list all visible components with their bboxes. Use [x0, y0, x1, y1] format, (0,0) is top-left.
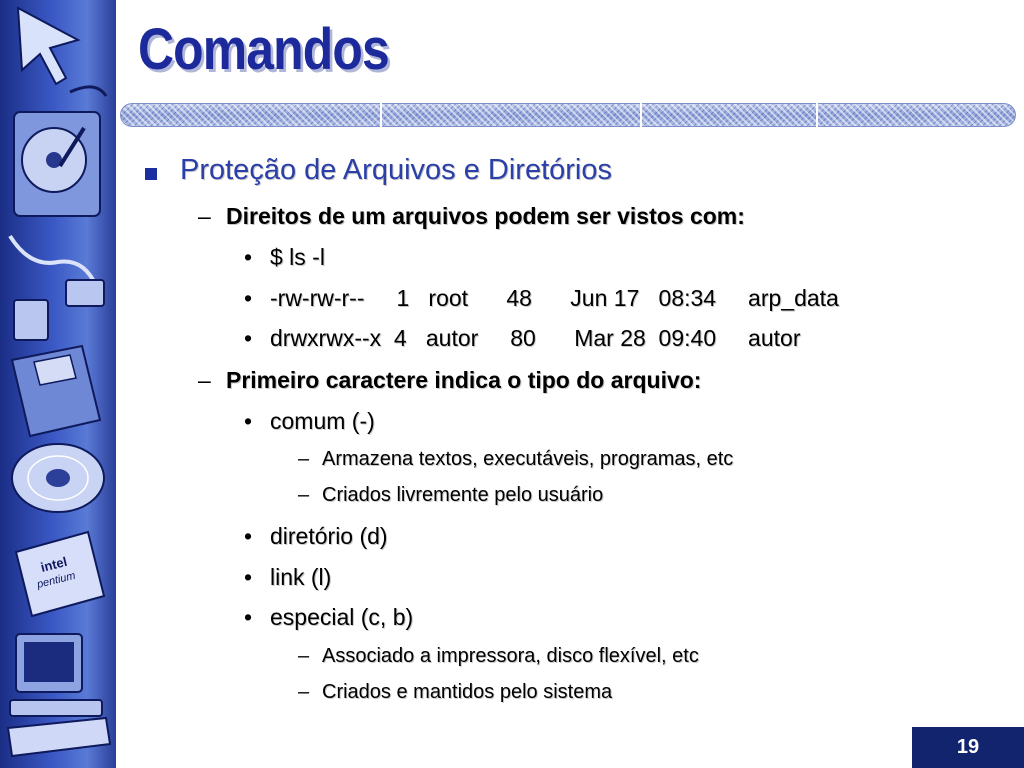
dot-bullet: •: [244, 523, 253, 549]
type-especial-detail-1: Associado a impressora, disco flexível, etc: [322, 645, 699, 667]
cursor-icon: [18, 8, 106, 96]
dot-bullet: •: [244, 604, 253, 630]
dot-bullet: •: [244, 244, 253, 270]
type-link: link (l): [270, 564, 332, 590]
dash-bullet: –: [198, 203, 211, 229]
listing-line-2: drwxrwx--x 4 autor 80 Mar 28 09:40 autor: [270, 325, 801, 351]
hard-disk-icon: [14, 112, 100, 216]
command-ls: $ ls -l: [270, 244, 325, 270]
type-comum-detail-1: Armazena textos, executáveis, programas, etc: [322, 448, 734, 470]
cpu-chip-icon: [16, 532, 104, 616]
divider-segment: [816, 103, 818, 127]
divider-segment: [640, 103, 642, 127]
dash-bullet: –: [198, 367, 211, 393]
dot-bullet: •: [244, 285, 253, 311]
type-especial-detail-2: Criados e mantidos pelo sistema: [322, 681, 613, 703]
slide-title: Comandos: [138, 17, 389, 82]
divider-segment: [380, 103, 382, 127]
dot-bullet: •: [244, 325, 253, 351]
dash-bullet: –: [298, 681, 310, 703]
title-divider: [120, 103, 1016, 127]
dash-bullet: –: [298, 448, 310, 470]
chip-label-intel: intel: [39, 553, 69, 575]
type-comum-detail-2: Criados livremente pelo usuário: [322, 484, 604, 506]
subheading-primeiro-caractere: Primeiro caractere indica o tipo do arquivo:: [226, 367, 702, 393]
square-bullet-icon: [145, 168, 157, 180]
cd-rom-icon: [12, 444, 104, 512]
floppy-disk-icon: [12, 346, 100, 436]
chip-label-pentium: pentium: [35, 569, 77, 591]
type-diretorio: diretório (d): [270, 523, 388, 549]
dash-bullet: –: [298, 645, 310, 667]
computer-icon: [8, 634, 110, 756]
sidebar-art: [0, 0, 116, 768]
cable-connector-icon: [10, 236, 104, 340]
dot-bullet: •: [244, 408, 253, 434]
subheading-direitos: Direitos de um arquivos podem ser vistos com:: [226, 203, 745, 229]
dash-bullet: –: [298, 484, 310, 506]
page-number: 19: [912, 727, 1024, 768]
decorative-sidebar: [0, 0, 116, 768]
type-especial: especial (c, b): [270, 604, 414, 630]
dot-bullet: •: [244, 564, 253, 590]
listing-line-1: -rw-rw-r-- 1 root 48 Jun 17 08:34 arp_data: [270, 285, 839, 311]
heading-protecao: Proteção de Arquivos e Diretórios: [180, 154, 612, 186]
type-comum: comum (-): [270, 408, 375, 434]
